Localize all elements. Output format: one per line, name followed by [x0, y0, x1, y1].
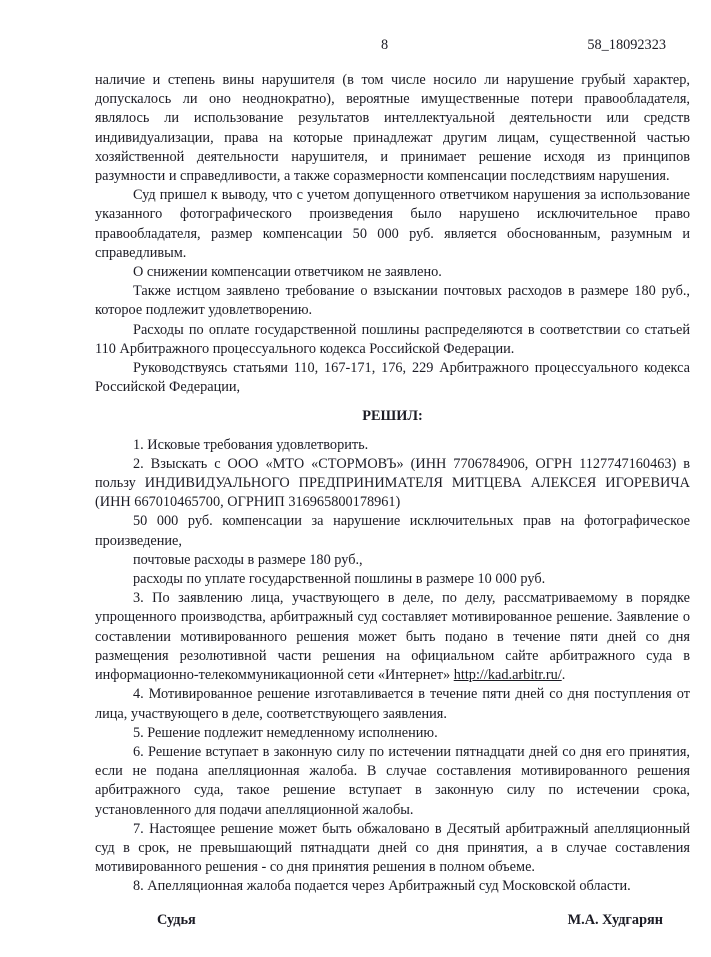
- page-header: [0, 36, 711, 55]
- paragraph-guided-by-articles: Руководствуясь статьями 110, 167-171, 176, 229 Арбитражного процессуального кодекса Российской Федерации,: [95, 360, 690, 396]
- ruling-item-3-text: 3. По заявлению лица, участвующего в деле, по делу, рассматриваемому в порядке упрощенного производства, арбитражный суд составляет мотивированное решение. Заявление о составлении мотивированного решения может быть подано в течение пяти дней со дня размещения резолютивной части решения на официальном сайте арбитражного суда в информационно-телекоммуникационной сети «Интернет»: [95, 590, 690, 684]
- paragraph-postal-costs: Также истцом заявлено требование о взыскании почтовых расходов в размере 180 руб., которое подлежит удовлетворению.: [95, 283, 690, 319]
- paragraph-court-conclusion: Суд пришел к выводу, что с учетом допущенного ответчиком нарушения за использование указанного фотографического произведения было нарушено исключительное право правообладателя, размер компенсации 50 000 руб. является обоснованным, разумным и справедливым.: [95, 187, 690, 261]
- ruling-item-7: 7. Настоящее решение может быть обжаловано в Десятый арбитражный апелляционный суд в срок, не превышающий пятнадцати дней со дня принятия, а в случае составления мотивированного решения - со дня принятия решения в полном объеме.: [95, 820, 690, 876]
- kad-arbitr-link[interactable]: http://kad.arbitr.ru/: [453, 667, 562, 684]
- ruling-item-6: 6. Решение вступает в законную силу по истечении пятнадцати дней со дня его принятия, если не подана апелляционная жалоба. В случае составления мотивированного решения арбитражного суда, такое решение вступает в законную силу по истечении срока, установленного для подачи апелляционной жалобы.: [95, 743, 690, 818]
- ruling-item-5: 5. Решение подлежит немедленному исполнению.: [133, 724, 438, 741]
- document-id: 58_18092323: [587, 37, 666, 53]
- ruling-item-2-postal: почтовые расходы в размере 180 руб.,: [133, 551, 363, 568]
- ruling-item-2: 2. Взыскать с ООО «МТО «СТОРМОВЪ» (ИНН 7706784906, ОГРН 1127747160463) в пользу ИНДИВИДУАЛЬНОГО ПРЕДПРИНИМАТЕЛЯ МИТЦЕВА АЛЕКСЕЯ ИГОРЕВИЧА (ИНН 667010465700, ОГРНИП 316965800178961): [95, 455, 690, 511]
- document-body: [0, 71, 711, 930]
- ruling-heading: РЕШИЛ:: [362, 408, 423, 425]
- paragraph-no-reduction-claim: О снижении компенсации ответчиком не заявлено.: [133, 264, 442, 281]
- ruling-item-3-period: .: [561, 667, 566, 684]
- ruling-item-1: 1. Исковые требования удовлетворить.: [133, 436, 369, 453]
- ruling-item-2-compensation: 50 000 руб. компенсации за нарушение исключительных прав на фотографическое произведение,: [95, 513, 690, 549]
- signature-block: [95, 911, 690, 930]
- ruling-item-3: [95, 589, 690, 685]
- paragraph-violation-factors: наличие и степень вины нарушителя (в том числе носило ли нарушение грубый характер, допускалось ли оно неоднократно), вероятные имущественные потери правообладателя, являлось ли использование результатов интеллектуальной деятельности или средств индивидуализации, права на которые принадлежат другим лицам, существенной частью хозяйственной деятельности нарушителя, и принимает решение исходя из принципов разумности и справедливости, а также соразмерности компенсации последствиям нарушения.: [95, 72, 690, 185]
- ruling-item-8: 8. Апелляционная жалоба подается через Арбитражный суд Московской области.: [133, 878, 631, 895]
- judge-role-label: Судья: [157, 911, 196, 928]
- ruling-item-2-duty: расходы по уплате государственной пошлины в размере 10 000 руб.: [133, 571, 546, 588]
- judge-name: М.А. Худгарян: [567, 911, 663, 928]
- page-number: 8: [381, 37, 389, 53]
- paragraph-state-duty: Расходы по оплате государственной пошлины распределяются в соответствии со статьей 110 Арбитражного процессуального кодекса Российской Федерации.: [95, 321, 690, 357]
- ruling-item-4: 4. Мотивированное решение изготавливается в течение пяти дней со дня поступления от лица, участвующего в деле, соответствующего заявления.: [95, 686, 690, 722]
